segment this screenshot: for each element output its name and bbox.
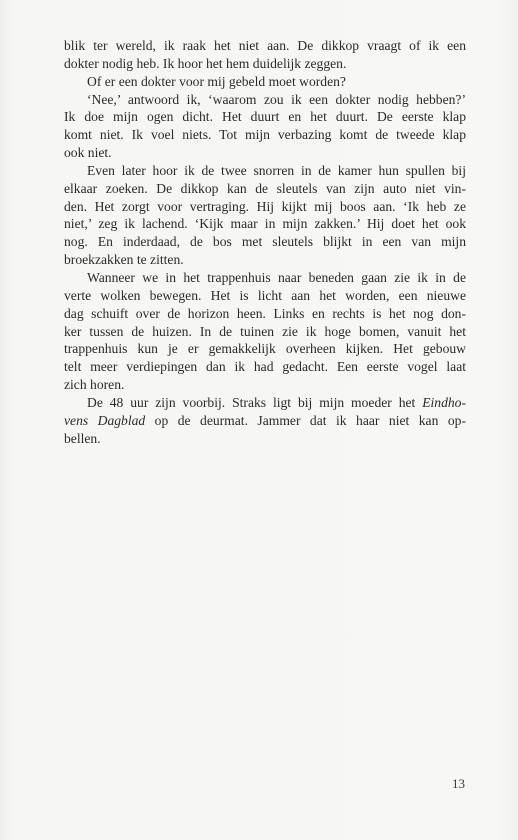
- paragraph-5: [64, 269, 466, 394]
- text-line: elkaar zoeken. De dikkop kan de sleutels van zijn auto niet vin-: [64, 180, 466, 196]
- text-line: ker tussen de huizen. In de tuinen zie ik hoge bomen, vanuit het: [64, 323, 466, 339]
- page-number: 13: [452, 776, 465, 791]
- paragraph-4: [64, 162, 466, 269]
- text-line: trappenhuis kun je er gemakkelijk overheen kijken. Het gebouw: [64, 341, 466, 357]
- text-line: nog. En inderdaad, de bos met sleutels blijkt in een van mijn: [64, 234, 466, 250]
- text-run: De 48 uur zijn voorbij. Straks ligt bij mijn moeder het: [87, 394, 423, 410]
- text-line: den. Het zorgt voor vertraging. Hij kijkt mij boos aan. ‘Ik heb ze: [64, 198, 466, 214]
- paragraph-1: [64, 37, 466, 73]
- text-line: komt niet. Ik voel niets. Tot mijn verbazing komt de tweede klap: [64, 127, 466, 143]
- text-line: dokter nodig heb. Ik hoor het hem duidelijk zeggen.: [64, 55, 347, 71]
- text-line: Wanneer we in het trappenhuis naar beneden gaan zie ik in de: [87, 269, 466, 285]
- text-run: op de deurmat. Jammer dat ik haar niet kan op-: [145, 412, 466, 428]
- newspaper-title: Eindho-: [422, 394, 466, 410]
- text-line: Even later hoor ik de twee snorren in de kamer hun spullen bij: [87, 162, 466, 178]
- text-line: [64, 394, 466, 412]
- newspaper-title: vens Dagblad: [64, 412, 146, 428]
- text-line: ‘Nee,’ antwoord ik, ‘waarom zou ik een dokter nodig hebben?’: [87, 91, 466, 107]
- text-line: telt meer verdiepingen dan ik had gedacht. Een eerste vogel laat: [64, 359, 466, 375]
- text-line: bellen.: [64, 430, 101, 446]
- body-text: [64, 37, 466, 447]
- text-line: broekzakken te zitten.: [64, 252, 184, 268]
- text-line: Ik doe mijn ogen dicht. Het duurt en het duurt. De eerste klap: [64, 109, 466, 125]
- text-line: blik ter wereld, ik raak het niet aan. De dikkop vraagt of ik een: [64, 38, 466, 53]
- text-line: [64, 412, 466, 430]
- text-line: ook niet.: [64, 145, 112, 161]
- text-line: Of er een dokter voor mij gebeld moet worden?: [87, 73, 346, 89]
- paragraph-3: [64, 91, 466, 162]
- text-line: zich horen.: [64, 377, 125, 393]
- text-line: niet,’ zeg ik lachend. ‘Kijk maar in mijn zakken.’ Hij doet het ook: [64, 216, 466, 232]
- text-line: dag schuift over de horizon heen. Links en rechts is het nog don-: [64, 305, 466, 321]
- paragraph-6: [64, 394, 466, 448]
- paragraph-2: [64, 73, 466, 91]
- text-line: verte wolken bewegen. Het is licht aan het worden, een nieuwe: [64, 287, 466, 303]
